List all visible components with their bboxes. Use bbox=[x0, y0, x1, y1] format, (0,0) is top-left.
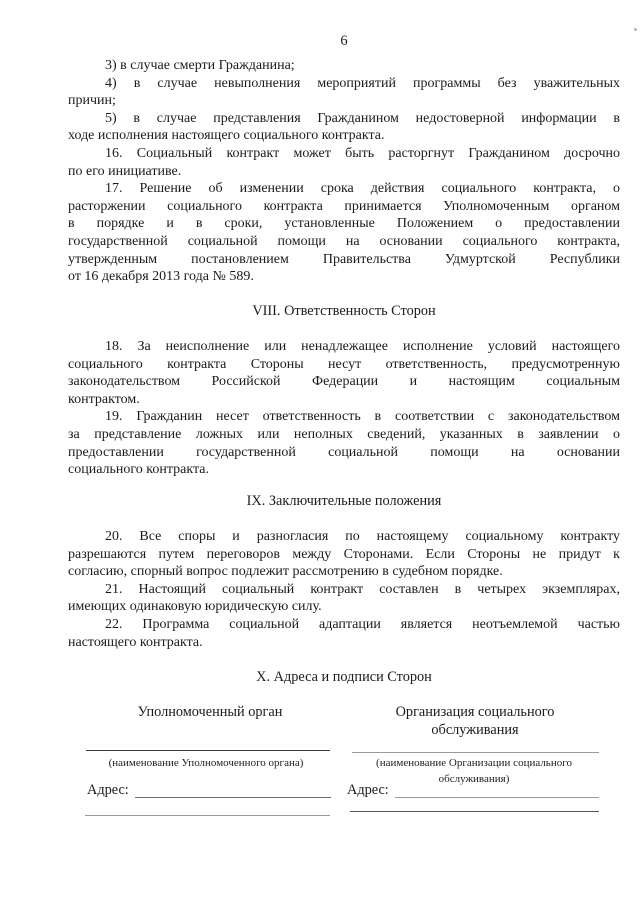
signature-right-caption-line1: (наименование Организации социального bbox=[376, 757, 572, 769]
address-row-right bbox=[347, 783, 599, 798]
text-line: 3) в случае смерти Гражданина; bbox=[105, 58, 295, 73]
address-label-right: Адрес: bbox=[347, 782, 389, 798]
text-line: от 16 декабря 2013 года № 589. bbox=[68, 269, 254, 285]
text-line: социального контракта Стороны несут ответственность, предусмотренную bbox=[68, 356, 620, 372]
text-line: настоящего контракта. bbox=[68, 634, 203, 650]
text-line: разрешаются путем переговоров между Сторонами. Если Стороны не придут к bbox=[68, 546, 620, 562]
section-ix-final-provisions bbox=[68, 528, 620, 651]
text-line: утвержденным постановлением Правительства Удмуртской Республики bbox=[68, 251, 620, 267]
text-line: 17. Решение об изменении срока действия социального контракта, о bbox=[105, 181, 620, 197]
text-line: законодательством Российской Федерации и настоящим социальным bbox=[68, 374, 620, 390]
section-vii-termination-clauses bbox=[68, 57, 620, 286]
text-line: в порядке и в сроки, установленные Положением о предоставлении bbox=[68, 216, 620, 232]
address-blank-line-left bbox=[135, 784, 331, 798]
section-heading-x: X. Адреса и подписи Сторон bbox=[256, 669, 432, 685]
text-line: социального контракта. bbox=[68, 462, 209, 478]
text-line: по его инициативе. bbox=[68, 163, 182, 179]
text-line: ходе исполнения настоящего социального контракта. bbox=[68, 128, 385, 144]
section-heading-viii: VIII. Ответственность Сторон bbox=[252, 303, 436, 319]
signature-left-title: Уполномоченный орган bbox=[137, 704, 283, 720]
signature-name-line-left bbox=[86, 750, 330, 751]
text-line: контрактом. bbox=[68, 391, 140, 407]
text-line: государственной социальной помощи на основании социального контракта, bbox=[68, 233, 620, 249]
address-blank-line-right bbox=[395, 784, 599, 798]
text-line: причин; bbox=[68, 93, 116, 109]
text-line: за представление ложных или неполных сведений, указанных в заявлении о bbox=[68, 426, 620, 442]
text-line: 4) в случае невыполнения мероприятий программы без уважительных bbox=[105, 75, 620, 91]
signature-left-caption: (наименование Уполномоченного органа) bbox=[108, 757, 304, 769]
section-heading-ix: IX. Заключительные положения bbox=[246, 493, 442, 509]
text-line: 16. Социальный контракт может быть расторгнут Гражданином досрочно bbox=[105, 145, 620, 161]
text-line: 20. Все споры и разногласия по настоящему социальному контракту bbox=[105, 529, 620, 544]
signature-right-title bbox=[350, 704, 600, 739]
text-line: предоставлении государственной социальной помощи на основании bbox=[68, 444, 620, 460]
text-line: согласию, спорный вопрос подлежит рассмотрению в судебном порядке. bbox=[68, 564, 503, 580]
text-line: 21. Настоящий социальный контракт составлен в четырех экземплярах, bbox=[105, 581, 620, 597]
text-line: 18. За неисполнение или ненадлежащее исполнение условий настоящего bbox=[105, 339, 620, 354]
text-line: 5) в случае представления Гражданином недостоверной информации в bbox=[105, 110, 620, 126]
signature-right-caption-line2: обслуживания) bbox=[438, 773, 510, 785]
section-viii-responsibility bbox=[68, 338, 620, 479]
text-line: 22. Программа социальной адаптации является неотъемлемой частью bbox=[105, 616, 620, 632]
scan-speck bbox=[634, 28, 637, 31]
text-line: имеющих одинаковую юридическую силу. bbox=[68, 599, 322, 615]
address-extra-line-right bbox=[350, 811, 599, 812]
address-extra-line-left bbox=[85, 815, 330, 816]
signature-right-title-line1: Организация социального bbox=[395, 704, 555, 720]
signature-right-title-line2: обслуживания bbox=[431, 721, 519, 738]
page-number: 6 bbox=[340, 33, 348, 49]
address-row-left bbox=[87, 783, 331, 798]
text-line: расторжении социального контракта принимается Уполномоченным органом bbox=[68, 198, 620, 214]
address-label-left: Адрес: bbox=[87, 782, 129, 798]
text-line: 19. Гражданин несет ответственность в соответствии с законодательством bbox=[105, 409, 620, 425]
signature-name-line-right bbox=[352, 752, 599, 753]
